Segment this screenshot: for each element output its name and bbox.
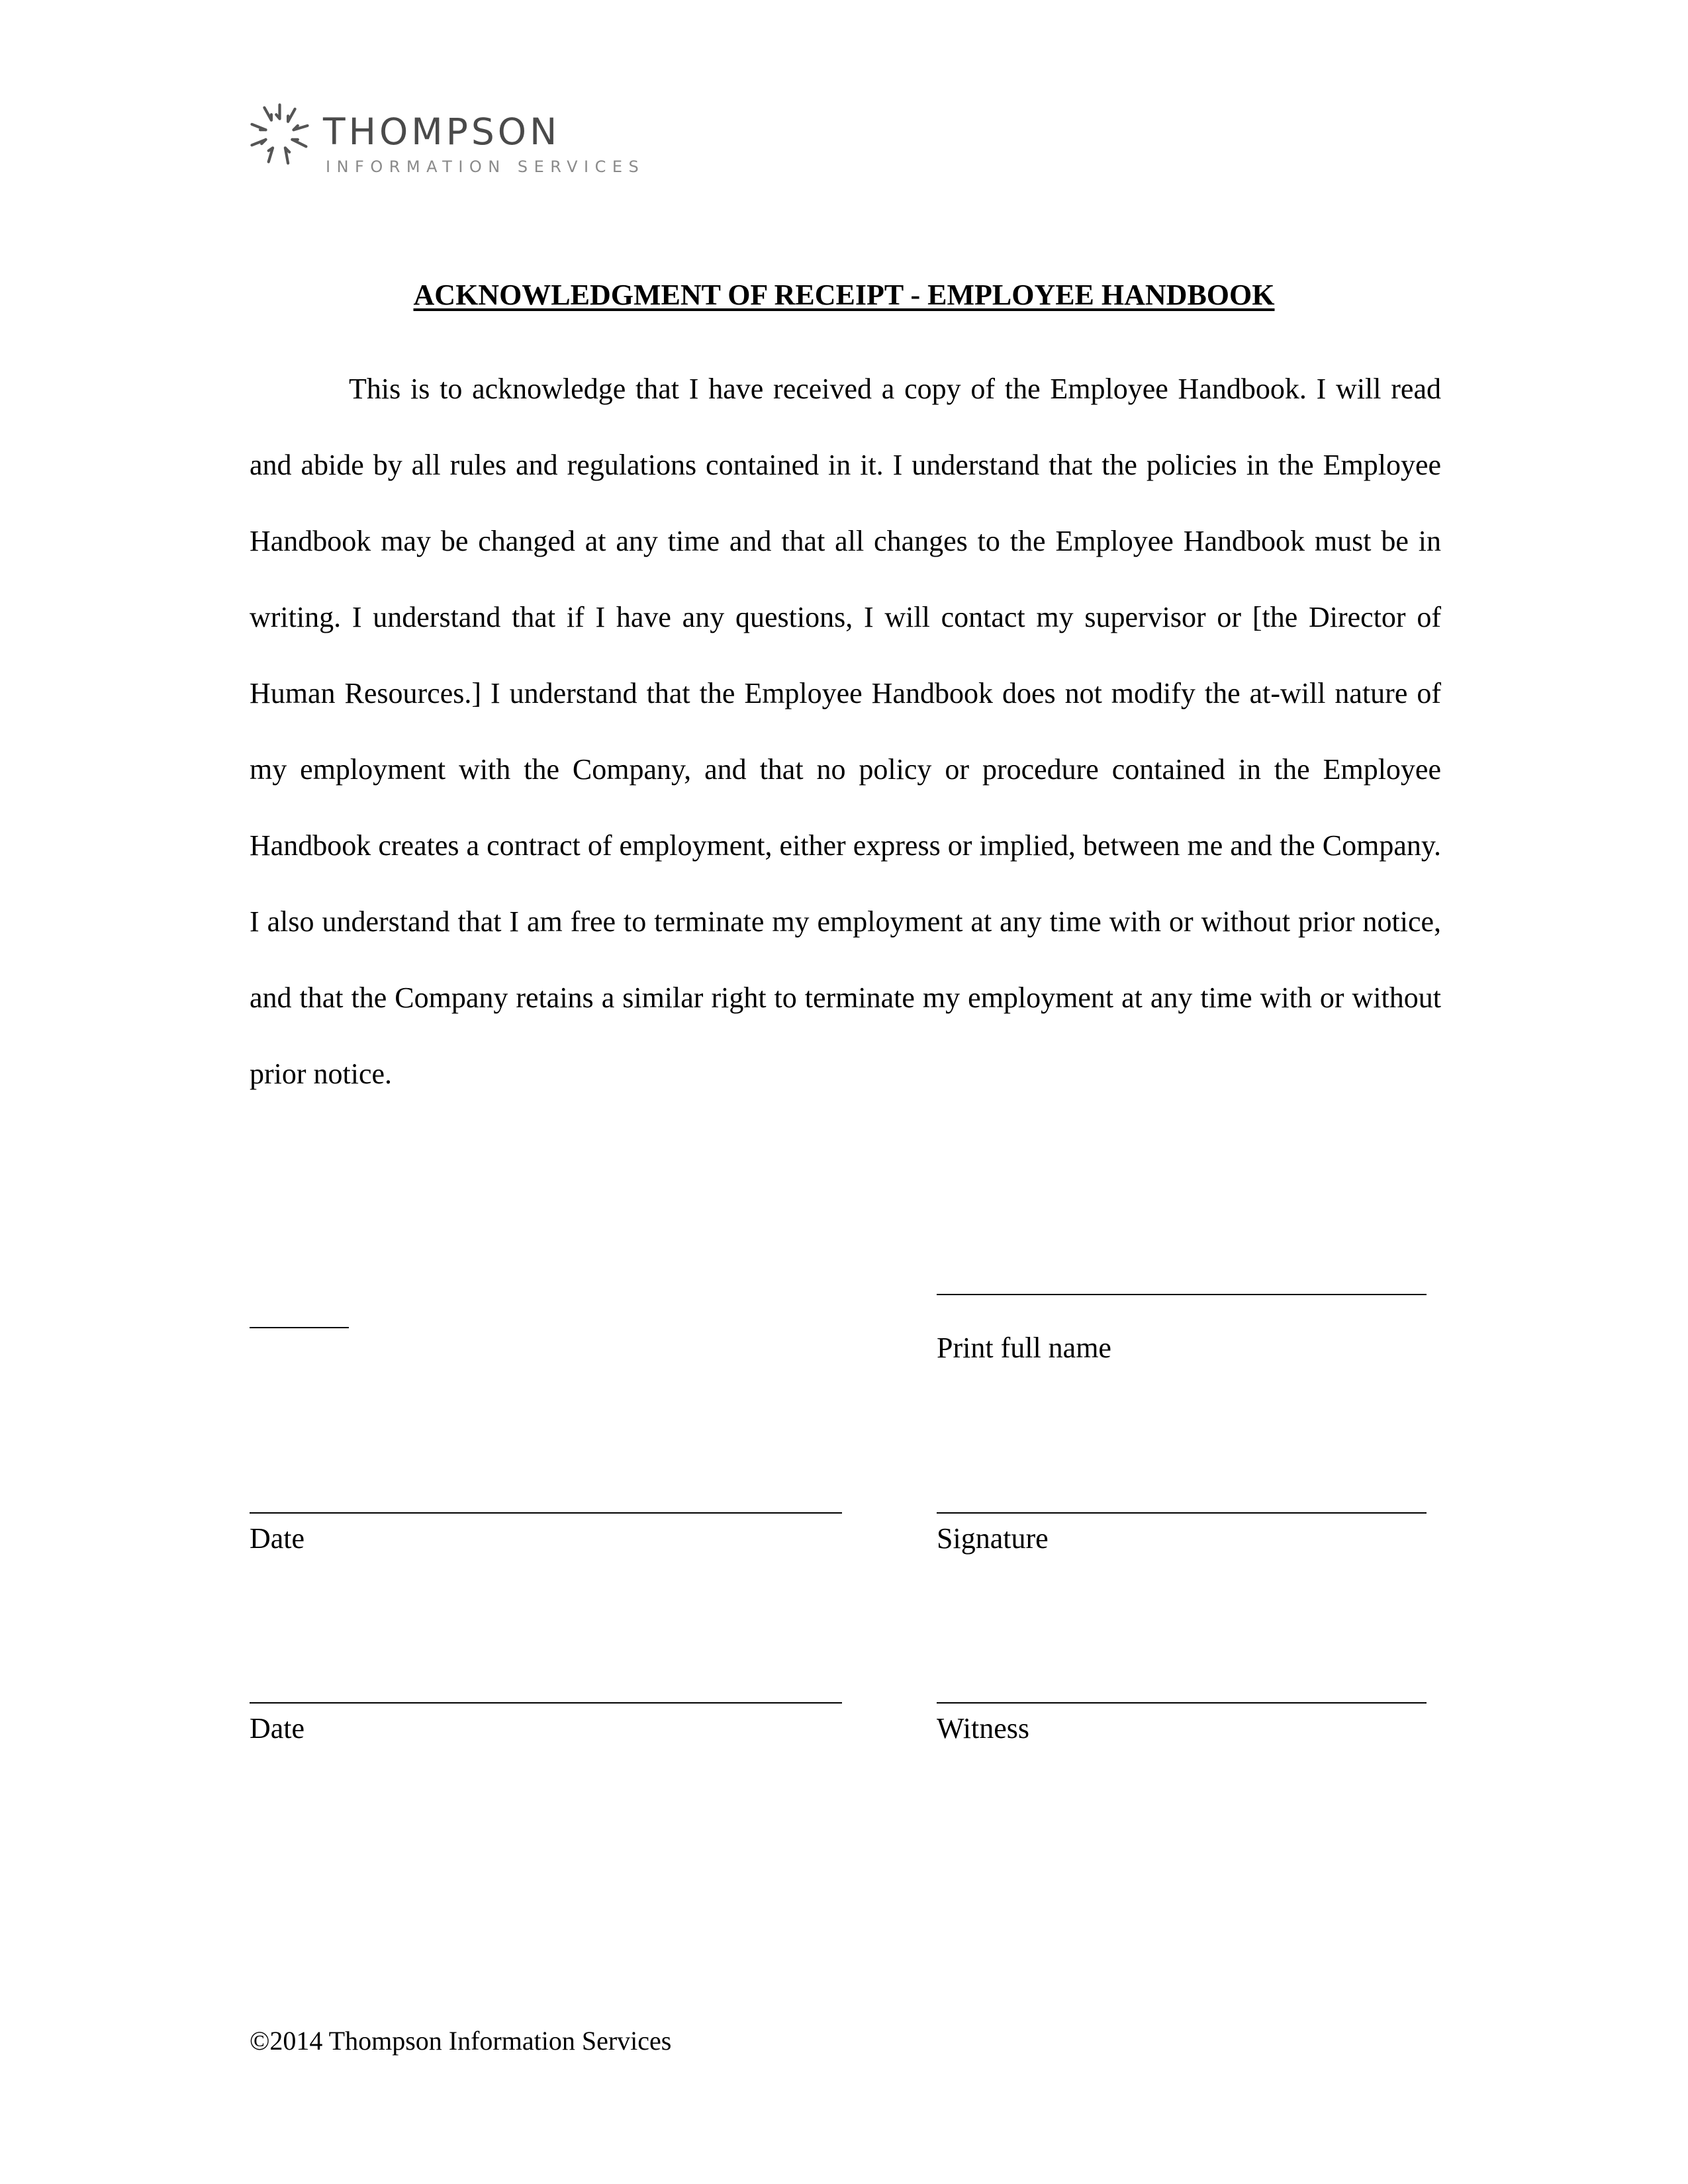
company-logo — [245, 99, 645, 185]
short-blank-line[interactable] — [250, 1327, 349, 1328]
print-name-line[interactable] — [937, 1294, 1427, 1295]
logo-tagline: INFORMATION SERVICES — [326, 158, 645, 176]
print-name-label: Print full name — [937, 1332, 1111, 1364]
date-line-1[interactable] — [250, 1512, 842, 1514]
witness-label: Witness — [937, 1712, 1029, 1745]
copyright-footer: ©2014 Thompson Information Services — [250, 2026, 672, 2056]
acknowledgment-paragraph: This is to acknowledge that I have received a copy of the Employee Handbook. I will read and abide by all rules and regulations contained in it. I understand that the policies in the Employee Handbook may be changed at any time and that all changes to the Employee Handbook must be in writing. I understand that if I have any questions, I will contact my supervisor or [the Director of Human Resources.] I understand that the Employee Handbook does not modify the at-will nature of my employment with the Company, and that no policy or procedure contained in the Employee Handbook creates a contract of employment, either express or implied, between me and the Company. I also understand that I am free to terminate my employment at any time with or without prior notice, and that the Company retains a similar right to terminate my employment at any time with or without prior notice. — [250, 373, 1441, 1090]
signature-line[interactable] — [937, 1512, 1427, 1514]
starburst-logo-icon — [245, 99, 314, 169]
logo-wordmark: THOMPSON — [323, 111, 561, 153]
signature-label: Signature — [937, 1522, 1049, 1555]
date-line-2[interactable] — [250, 1702, 842, 1704]
witness-line[interactable] — [937, 1702, 1427, 1704]
document-title: ACKNOWLEDGMENT OF RECEIPT - EMPLOYEE HANDBOOK — [413, 279, 1275, 311]
date-label-1: Date — [250, 1522, 305, 1555]
date-label-2: Date — [250, 1712, 305, 1745]
